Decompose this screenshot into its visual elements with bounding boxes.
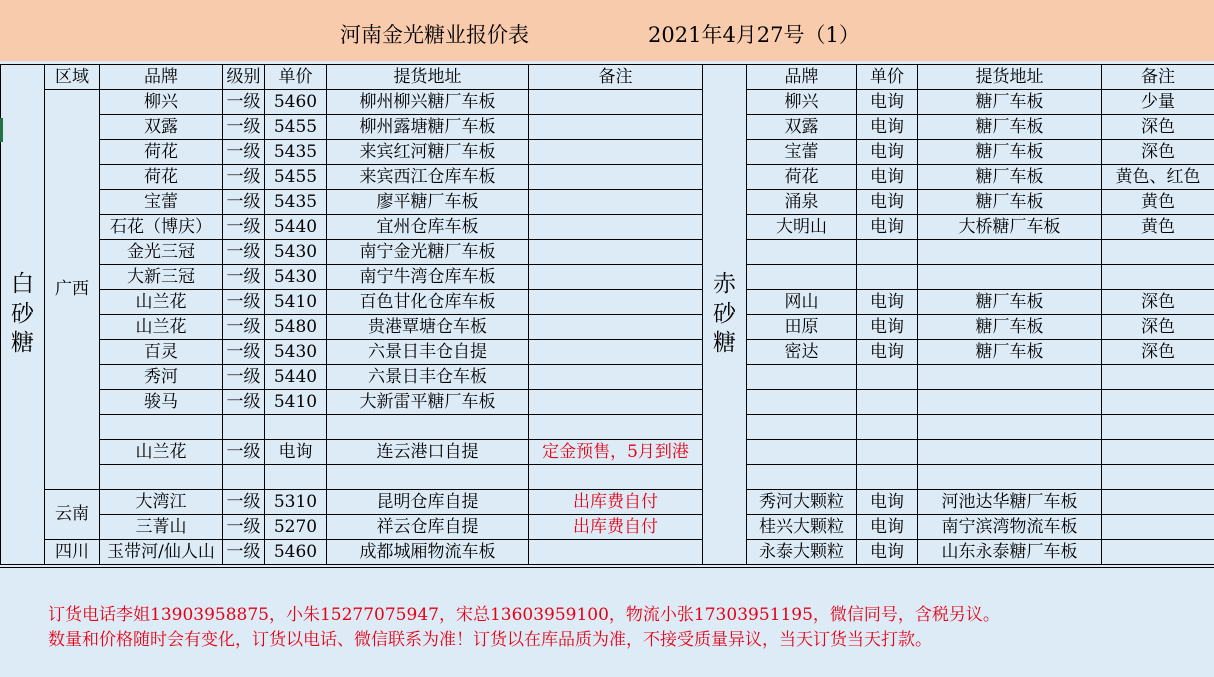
white-remark-cell[interactable]: [528, 389, 703, 415]
red-price-cell[interactable]: 电询: [856, 189, 918, 215]
white-pickup-cell[interactable]: 昆明仓库自提: [326, 489, 529, 515]
white-grade-cell[interactable]: 一级: [222, 489, 265, 515]
red-price-cell[interactable]: 电询: [856, 164, 918, 190]
white-brand-cell[interactable]: 百灵: [99, 339, 223, 365]
white-price-cell[interactable]: [264, 464, 327, 490]
red-brand-cell[interactable]: 桂兴大颗粒: [746, 514, 857, 540]
white-brand-cell[interactable]: 山兰花: [99, 439, 223, 465]
white-grade-cell[interactable]: 一级: [222, 289, 265, 315]
white-brand-cell[interactable]: [99, 414, 223, 440]
red-brand-cell[interactable]: [746, 364, 857, 390]
white-pickup-cell[interactable]: 南宁金光糖厂车板: [326, 239, 529, 265]
red-remark-cell[interactable]: [1101, 414, 1214, 440]
white-pickup-cell[interactable]: 六景日丰仓车板: [326, 364, 529, 390]
white-grade-cell[interactable]: 一级: [222, 364, 265, 390]
red-sugar-label-char: 砂: [713, 300, 736, 327]
red-remark-cell[interactable]: 深色: [1101, 289, 1214, 315]
white-remark-cell[interactable]: [528, 239, 703, 265]
red-pickup-cell[interactable]: [917, 414, 1102, 440]
white-pickup-cell[interactable]: 六景日丰仓自提: [326, 339, 529, 365]
red-brand-cell[interactable]: 柳兴: [746, 89, 857, 115]
red-remark-cell[interactable]: [1101, 439, 1214, 465]
red-price-cell[interactable]: 电询: [856, 489, 918, 515]
red-remark-cell[interactable]: 深色: [1101, 314, 1214, 340]
red-price-cell[interactable]: [856, 239, 918, 265]
red-brand-cell[interactable]: [746, 264, 857, 290]
white-pickup-cell[interactable]: 柳州柳兴糖厂车板: [326, 89, 529, 115]
white-remark-cell[interactable]: [528, 289, 703, 315]
region-yunnan[interactable]: 云南: [44, 489, 100, 540]
white-remark-cell[interactable]: [528, 189, 703, 215]
white-pickup-cell[interactable]: [326, 414, 529, 440]
white-remark-cell[interactable]: [528, 264, 703, 290]
red-pickup-cell[interactable]: 山东永泰糖厂车板: [917, 539, 1102, 565]
red-remark-cell[interactable]: 深色: [1101, 339, 1214, 365]
red-brand-cell[interactable]: 秀河大颗粒: [746, 489, 857, 515]
red-brand-cell[interactable]: [746, 439, 857, 465]
white-price-cell[interactable]: 5310: [264, 489, 327, 515]
red-header-pickup[interactable]: 提货地址: [917, 64, 1102, 90]
red-price-cell[interactable]: [856, 464, 918, 490]
red-brand-cell[interactable]: [746, 389, 857, 415]
red-remark-cell[interactable]: [1101, 514, 1214, 540]
header-pickup[interactable]: 提货地址: [326, 64, 529, 90]
white-pickup-cell[interactable]: 连云港口自提: [326, 439, 529, 465]
region-sichuan[interactable]: 四川: [44, 539, 100, 565]
red-remark-cell[interactable]: [1101, 264, 1214, 290]
white-brand-cell[interactable]: 玉带河/仙人山: [99, 539, 223, 565]
red-price-cell[interactable]: 电询: [856, 139, 918, 165]
red-brand-cell[interactable]: 涌泉: [746, 189, 857, 215]
white-grade-cell[interactable]: 一级: [222, 389, 265, 415]
red-pickup-cell[interactable]: 南宁滨湾物流车板: [917, 514, 1102, 540]
header-remark[interactable]: 备注: [528, 64, 703, 90]
white-price-cell[interactable]: 5410: [264, 389, 327, 415]
white-price-cell[interactable]: 5270: [264, 514, 327, 540]
white-remark-cell[interactable]: 出库费自付: [528, 489, 703, 515]
white-remark-cell[interactable]: [528, 164, 703, 190]
white-pickup-cell[interactable]: 廖平糖厂车板: [326, 189, 529, 215]
red-brand-cell[interactable]: 密达: [746, 339, 857, 365]
red-remark-cell[interactable]: 黄色、红色: [1101, 164, 1214, 190]
white-remark-cell[interactable]: 定金预售，5月到港: [528, 439, 703, 465]
red-pickup-cell[interactable]: [917, 464, 1102, 490]
white-pickup-cell[interactable]: 南宁牛湾仓库车板: [326, 264, 529, 290]
red-brand-cell[interactable]: 网山: [746, 289, 857, 315]
red-brand-cell[interactable]: 永泰大颗粒: [746, 539, 857, 565]
white-pickup-cell[interactable]: 来宾西江仓库车板: [326, 164, 529, 190]
red-price-cell[interactable]: 电询: [856, 289, 918, 315]
white-remark-cell[interactable]: [528, 139, 703, 165]
red-pickup-cell[interactable]: [917, 239, 1102, 265]
white-grade-cell[interactable]: [222, 414, 265, 440]
red-price-cell[interactable]: 电询: [856, 214, 918, 240]
red-remark-cell[interactable]: [1101, 364, 1214, 390]
white-grade-cell[interactable]: 一级: [222, 339, 265, 365]
white-remark-cell[interactable]: [528, 539, 703, 565]
white-brand-cell[interactable]: 双露: [99, 114, 223, 140]
white-pickup-cell[interactable]: 成都城厢物流车板: [326, 539, 529, 565]
white-sugar-label-char: 糖: [11, 330, 34, 357]
white-brand-cell[interactable]: 三菁山: [99, 514, 223, 540]
red-brand-cell[interactable]: 荷花: [746, 164, 857, 190]
red-pickup-cell[interactable]: 糖厂车板: [917, 339, 1102, 365]
white-price-cell[interactable]: 5460: [264, 89, 327, 115]
red-price-cell[interactable]: [856, 439, 918, 465]
white-pickup-cell[interactable]: 柳州露塘糖厂车板: [326, 114, 529, 140]
red-remark-cell[interactable]: 深色: [1101, 139, 1214, 165]
red-remark-cell[interactable]: [1101, 464, 1214, 490]
white-price-cell[interactable]: 5480: [264, 314, 327, 340]
white-price-cell[interactable]: 5440: [264, 364, 327, 390]
white-price-cell[interactable]: 电询: [264, 439, 327, 465]
red-header-brand[interactable]: 品牌: [746, 64, 857, 90]
red-header-price[interactable]: 单价: [856, 64, 918, 90]
header-price[interactable]: 单价: [264, 64, 327, 90]
white-price-cell[interactable]: [264, 414, 327, 440]
white-brand-cell[interactable]: 荷花: [99, 139, 223, 165]
red-remark-cell[interactable]: 黄色: [1101, 189, 1214, 215]
header-grade[interactable]: 级别: [222, 64, 265, 90]
white-brand-cell[interactable]: 秀河: [99, 364, 223, 390]
red-remark-cell[interactable]: 少量: [1101, 89, 1214, 115]
white-pickup-cell[interactable]: 百色甘化仓库车板: [326, 289, 529, 315]
red-remark-cell[interactable]: 深色: [1101, 114, 1214, 140]
red-pickup-cell[interactable]: 糖厂车板: [917, 89, 1102, 115]
red-price-cell[interactable]: [856, 364, 918, 390]
white-grade-cell[interactable]: 一级: [222, 189, 265, 215]
region-guangxi[interactable]: 广西: [44, 89, 100, 490]
white-brand-cell[interactable]: 石花（博庆）: [99, 214, 223, 240]
red-remark-cell[interactable]: [1101, 539, 1214, 565]
footer-contact: 订货电话李姐13903958875，小朱15277075947，宋总13603959100，物流小张17303951195，微信同号，含税另议。: [48, 605, 1000, 625]
red-sugar-label[interactable]: [702, 64, 747, 565]
white-sugar-label-char: 白: [11, 270, 34, 297]
white-price-cell[interactable]: 5455: [264, 164, 327, 190]
active-row-marker: [0, 118, 3, 142]
white-pickup-cell[interactable]: 宜州仓库车板: [326, 214, 529, 240]
red-price-cell[interactable]: [856, 389, 918, 415]
white-grade-cell[interactable]: [222, 464, 265, 490]
red-sugar-label-char: 糖: [713, 330, 736, 357]
red-pickup-cell[interactable]: [917, 439, 1102, 465]
red-pickup-cell[interactable]: [917, 364, 1102, 390]
header-region[interactable]: 区域: [44, 64, 100, 90]
red-pickup-cell[interactable]: 大桥糖厂车板: [917, 214, 1102, 240]
red-header-remark[interactable]: 备注: [1101, 64, 1214, 90]
red-remark-cell[interactable]: [1101, 389, 1214, 415]
white-grade-cell[interactable]: 一级: [222, 89, 265, 115]
red-price-cell[interactable]: [856, 264, 918, 290]
red-pickup-cell[interactable]: 糖厂车板: [917, 164, 1102, 190]
white-price-cell[interactable]: 5430: [264, 264, 327, 290]
red-pickup-cell[interactable]: 糖厂车板: [917, 289, 1102, 315]
red-pickup-cell[interactable]: 糖厂车板: [917, 189, 1102, 215]
red-remark-cell[interactable]: 黄色: [1101, 214, 1214, 240]
red-remark-cell[interactable]: [1101, 239, 1214, 265]
white-brand-cell[interactable]: 山兰花: [99, 289, 223, 315]
red-pickup-cell[interactable]: 糖厂车板: [917, 314, 1102, 340]
white-brand-cell[interactable]: 大新三冠: [99, 264, 223, 290]
white-brand-cell[interactable]: 柳兴: [99, 89, 223, 115]
red-brand-cell[interactable]: [746, 239, 857, 265]
red-price-cell[interactable]: 电询: [856, 314, 918, 340]
white-remark-cell[interactable]: [528, 364, 703, 390]
white-pickup-cell[interactable]: 祥云仓库自提: [326, 514, 529, 540]
white-remark-cell[interactable]: [528, 314, 703, 340]
white-price-cell[interactable]: 5460: [264, 539, 327, 565]
white-grade-cell[interactable]: 一级: [222, 239, 265, 265]
white-remark-cell[interactable]: [528, 114, 703, 140]
white-remark-cell[interactable]: [528, 464, 703, 490]
white-sugar-label-char: 砂: [11, 300, 34, 327]
white-grade-cell[interactable]: 一级: [222, 214, 265, 240]
white-grade-cell[interactable]: 一级: [222, 264, 265, 290]
white-pickup-cell[interactable]: 大新雷平糖厂车板: [326, 389, 529, 415]
white-price-cell[interactable]: 5430: [264, 239, 327, 265]
white-brand-cell[interactable]: 骏马: [99, 389, 223, 415]
red-price-cell[interactable]: 电询: [856, 539, 918, 565]
header-brand[interactable]: 品牌: [99, 64, 223, 90]
sheet-title: 河南金光糖业报价表: [340, 22, 529, 47]
white-grade-cell[interactable]: 一级: [222, 139, 265, 165]
white-grade-cell[interactable]: 一级: [222, 539, 265, 565]
red-price-cell[interactable]: 电询: [856, 514, 918, 540]
white-remark-cell[interactable]: [528, 89, 703, 115]
white-price-cell[interactable]: 5430: [264, 339, 327, 365]
red-brand-cell[interactable]: [746, 414, 857, 440]
white-grade-cell[interactable]: 一级: [222, 514, 265, 540]
white-price-cell[interactable]: 5455: [264, 114, 327, 140]
red-pickup-cell[interactable]: 糖厂车板: [917, 139, 1102, 165]
title-band: [0, 0, 1214, 62]
red-remark-cell[interactable]: [1101, 489, 1214, 515]
red-pickup-cell[interactable]: [917, 389, 1102, 415]
white-brand-cell[interactable]: 宝蕾: [99, 189, 223, 215]
red-brand-cell[interactable]: [746, 464, 857, 490]
white-grade-cell[interactable]: 一级: [222, 114, 265, 140]
red-pickup-cell[interactable]: [917, 264, 1102, 290]
white-pickup-cell[interactable]: 贵港覃塘仓车板: [326, 314, 529, 340]
red-price-cell[interactable]: 电询: [856, 114, 918, 140]
red-brand-cell[interactable]: 宝蕾: [746, 139, 857, 165]
white-remark-cell[interactable]: [528, 414, 703, 440]
white-remark-cell[interactable]: [528, 339, 703, 365]
red-brand-cell[interactable]: 大明山: [746, 214, 857, 240]
red-sugar-label-char: 赤: [713, 270, 736, 297]
red-price-cell[interactable]: 电询: [856, 89, 918, 115]
white-pickup-cell[interactable]: [326, 464, 529, 490]
white-pickup-cell[interactable]: 来宾红河糖厂车板: [326, 139, 529, 165]
white-price-cell[interactable]: 5435: [264, 139, 327, 165]
white-brand-cell[interactable]: 金光三冠: [99, 239, 223, 265]
white-price-cell[interactable]: 5410: [264, 289, 327, 315]
white-grade-cell[interactable]: 一级: [222, 439, 265, 465]
white-grade-cell[interactable]: 一级: [222, 314, 265, 340]
red-brand-cell[interactable]: 双露: [746, 114, 857, 140]
white-remark-cell[interactable]: [528, 214, 703, 240]
red-pickup-cell[interactable]: 河池达华糖厂车板: [917, 489, 1102, 515]
white-brand-cell[interactable]: [99, 464, 223, 490]
red-pickup-cell[interactable]: 糖厂车板: [917, 114, 1102, 140]
red-brand-cell[interactable]: 田原: [746, 314, 857, 340]
white-brand-cell[interactable]: 大湾江: [99, 489, 223, 515]
white-price-cell[interactable]: 5440: [264, 214, 327, 240]
white-brand-cell[interactable]: 荷花: [99, 164, 223, 190]
white-brand-cell[interactable]: 山兰花: [99, 314, 223, 340]
white-price-cell[interactable]: 5435: [264, 189, 327, 215]
sheet-date: 2021年4月27号（1）: [648, 22, 860, 47]
white-sugar-label[interactable]: [0, 64, 45, 565]
white-grade-cell[interactable]: 一级: [222, 164, 265, 190]
red-price-cell[interactable]: [856, 414, 918, 440]
footer-notice: 数量和价格随时会有变化，订货以电话、微信联系为准！订货以在库品质为准，不接受质量异议，当天订货当天打款。: [48, 630, 932, 650]
white-remark-cell[interactable]: 出库费自付: [528, 514, 703, 540]
red-price-cell[interactable]: 电询: [856, 339, 918, 365]
